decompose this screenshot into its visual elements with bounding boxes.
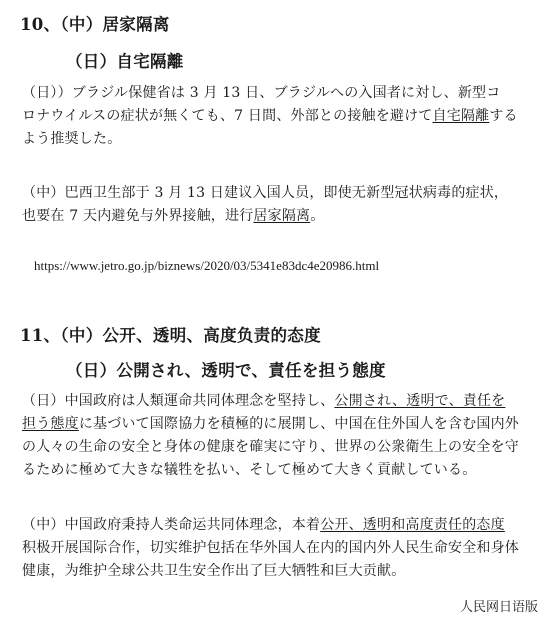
underlined-term: 居家隔离 (253, 208, 311, 224)
text-run: ロナウイルスの症状が無くても、7 日間、外部との接触を避けて (22, 108, 433, 124)
section-11-chinese-paragraph (22, 514, 534, 583)
section-11-japanese-paragraph (22, 390, 534, 482)
paragraph-line: （中）巴西卫生部于 3 月 13 日建议入国人员，即使无新型冠状病毒的症状， (22, 185, 509, 201)
text-run: （中）中国政府秉持人类命运共同体理念，本着 (22, 517, 321, 533)
source-url: https://www.jetro.go.jp/biznews/2020/03/5341e83dc4e20986.html (34, 258, 380, 273)
paragraph-line: の人々の生命の安全と身体の健康を確実に守り、世界の公衆衛生上の安全を守 (22, 439, 519, 455)
paragraph-line (22, 390, 534, 413)
paragraph-line: よう推奨した。 (22, 131, 122, 147)
underlined-term: 公開され、透明で、責任を (334, 393, 506, 409)
text-run: する (489, 108, 518, 124)
paragraph-line (22, 514, 534, 537)
paragraph-line: 积极开展国际合作，切实维护包括在华外国人在内的国内外人民生命安全和身体 (22, 540, 519, 556)
section-11-heading: 11、（中）公开、透明、高度负责的态度 (20, 326, 321, 345)
text-run: 。 (310, 208, 325, 224)
text-run: （日）中国政府は人類運命共同体理念を堅持し、 (22, 393, 335, 409)
text-run: に基づいて国際協力を積極的に展開し、中国在住外国人を含む国内外 (78, 416, 520, 432)
section-10-chinese-paragraph (22, 182, 534, 228)
paragraph-line: るために極めて大きな犠牲を払い、そして極めて大きく貢献している。 (22, 462, 477, 478)
source-attribution: 人民网日语版 (459, 600, 538, 615)
underlined-term: 公开、透明和高度责任的态度 (320, 517, 505, 533)
paragraph-line (22, 413, 534, 436)
paragraph-line: 健康，为维护全球公共卫生安全作出了巨大牺牲和巨大贡献。 (22, 563, 406, 579)
paragraph-line: （日））ブラジル保健省は 3 月 13 日、ブラジルへの入国者に対し、新型コ (22, 85, 501, 101)
text-run: 也要在 7 天内避免与外界接触，进行 (22, 208, 254, 224)
section-11-subheading: （日）公開され、透明で、責任を担う態度 (66, 361, 386, 380)
paragraph-line (22, 205, 534, 228)
paragraph-line (22, 105, 534, 128)
underlined-term: 担う態度 (22, 416, 79, 432)
section-10-subheading: （日）自宅隔離 (66, 52, 184, 71)
section-10-japanese-paragraph (22, 82, 534, 151)
underlined-term: 自宅隔離 (432, 108, 490, 124)
section-10-heading: 10、（中）居家隔离 (20, 15, 170, 34)
